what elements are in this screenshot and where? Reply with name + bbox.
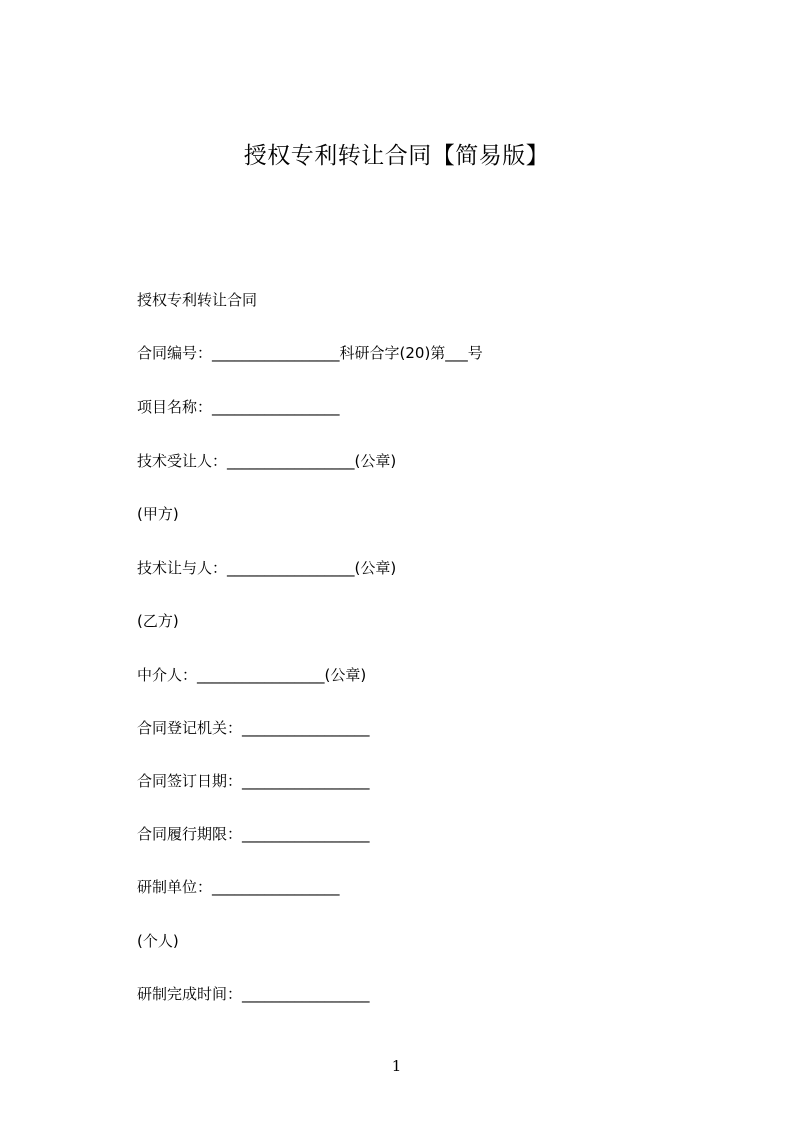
party-a-line: (甲方)	[137, 505, 179, 523]
completion-time-line: 研制完成时间：_________________	[137, 985, 370, 1003]
document-title: 授权专利转让合同【简易版】	[243, 143, 550, 169]
research-unit-line: 研制单位：_________________	[137, 878, 340, 896]
intermediary-line: 中介人：_________________(公章)	[137, 666, 367, 684]
project-name-line: 项目名称：_________________	[137, 398, 340, 416]
signing-date-line: 合同签订日期：_________________	[137, 772, 370, 790]
contract-number-line: 合同编号：_________________科研合字(20)第___号	[137, 344, 483, 362]
page-number: 1	[391, 1057, 402, 1075]
performance-period-line: 合同履行期限：_________________	[137, 825, 370, 843]
assignee-line: 技术受让人：_________________(公章)	[137, 452, 397, 470]
contract-heading: 授权专利转让合同	[137, 291, 258, 309]
party-b-line: (乙方)	[137, 612, 179, 630]
assignor-line: 技术让与人：_________________(公章)	[137, 559, 397, 577]
registration-authority-line: 合同登记机关：_________________	[137, 719, 370, 737]
individual-line: (个人)	[137, 932, 179, 950]
